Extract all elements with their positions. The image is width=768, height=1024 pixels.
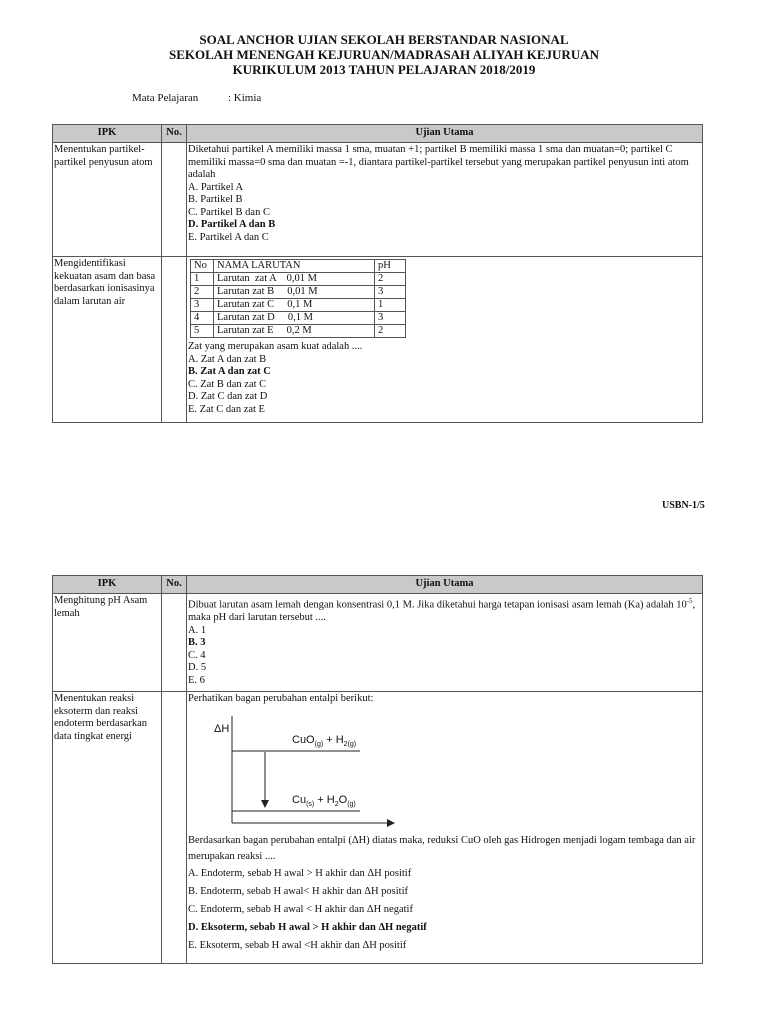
reactant-label: $CuO_{(g)} + H_{2(g)}$ xyxy=(292,733,357,748)
option-b: B. Endoterm, sebab H awal< H akhir dan ΔH positif xyxy=(188,885,409,897)
ph-cell: 1 xyxy=(191,273,214,286)
question-text-part-2: , maka pH dari larutan tersebut .... xyxy=(188,599,696,623)
question-text: Berdasarkan bagan perubahan entalpi (ΔH) diatas maka, reduksi CuO oleh gas Hidrogen menjadi logam tembaga dan air merupakan reaksi .... xyxy=(188,834,696,862)
question-intro: Perhatikan bagan perubahan entalpi berikut: xyxy=(188,693,374,704)
option-b-answer: B. 3 xyxy=(188,637,206,648)
option-e: E. Partikel A dan C xyxy=(188,231,269,243)
option-e: E. Eksoterm, sebab H awal <H akhir dan ΔH positif xyxy=(188,939,407,951)
table-header-row xyxy=(53,125,703,143)
ph-cell: 5 xyxy=(191,325,214,338)
option-c: C. Endoterm, sebab H awal < H akhir dan ΔH negatif xyxy=(188,903,413,915)
ph-cell: 3 xyxy=(191,299,214,312)
table-row-q3 xyxy=(53,594,703,692)
question-text-part-1: Dibuat larutan asam lemah dengan konsentrasi 0,1 M. Jika diketahui harga tetapan ionisasi asam lemah (Ka) adalah 10 xyxy=(188,599,687,611)
ph-cell: Larutan zat D 0,1 M xyxy=(214,312,375,325)
question-text: Zat yang merupakan asam kuat adalah .... xyxy=(188,341,363,352)
ph-header-ph: pH xyxy=(375,260,406,273)
option-d: D. 5 xyxy=(188,662,207,673)
option-a: A. 1 xyxy=(188,624,207,636)
option-c: C. Zat B dan zat C xyxy=(188,378,267,390)
ph-header-name: NAMA LARUTAN xyxy=(214,260,375,273)
subject-row xyxy=(132,92,262,104)
product-label: $Cu_{(s)} + H_2O_{(g)}$ xyxy=(292,793,356,808)
exponent: -5 xyxy=(686,597,693,605)
number-cell xyxy=(162,594,187,692)
option-a: A. Zat A dan zat B xyxy=(188,353,267,365)
ph-cell: 1 xyxy=(375,299,406,312)
header-no: No. xyxy=(162,125,187,143)
ipk-cell: Menentukan reaksi eksoterm dan reaksi endoterm berdasarkan data tingkat energi xyxy=(53,692,162,964)
option-b: B. Partikel B xyxy=(188,194,243,205)
ph-cell: 4 xyxy=(191,312,214,325)
ph-cell: 2 xyxy=(191,286,214,299)
page-code: USBN-1/5 xyxy=(662,500,705,511)
ph-cell: 2 xyxy=(375,325,406,338)
header-ujian-utama: Ujian Utama xyxy=(187,125,703,143)
option-e: E. 6 xyxy=(188,674,205,686)
option-c: C. Partikel B dan C xyxy=(188,206,270,218)
question-table-page-2 xyxy=(52,575,703,964)
ph-row xyxy=(191,312,406,325)
ph-row xyxy=(191,286,406,299)
ipk-cell: Menghitung pH Asam lemah xyxy=(53,594,162,692)
question-cell xyxy=(187,143,703,257)
question-text xyxy=(188,595,701,625)
option-a: A. Endoterm, sebab H awal > H akhir dan ΔH positif xyxy=(188,867,412,879)
option-a: A. Partikel A xyxy=(188,181,244,193)
ph-header-no: No xyxy=(191,260,214,273)
ph-cell: Larutan zat A 0,01 M xyxy=(214,273,375,286)
table-row-q2 xyxy=(53,257,703,423)
question-cell xyxy=(187,257,703,423)
number-cell xyxy=(162,257,187,423)
option-c: C. 4 xyxy=(188,649,206,661)
ph-cell: 3 xyxy=(375,286,406,299)
title-line-1: SOAL ANCHOR UJIAN SEKOLAH BERSTANDAR NASIONAL xyxy=(199,32,569,47)
table-row-q1 xyxy=(53,143,703,257)
question-cell xyxy=(187,594,703,692)
ph-cell: 3 xyxy=(375,312,406,325)
question-cell xyxy=(187,692,703,964)
ph-cell: 2 xyxy=(375,273,406,286)
option-d: D. Zat C dan zat D xyxy=(188,391,268,402)
option-b-answer: B. Zat A dan zat C xyxy=(188,366,271,377)
subject-value: : Kimia xyxy=(228,92,262,104)
ph-table xyxy=(190,259,406,338)
ph-cell: Larutan zat B 0,01 M xyxy=(214,286,375,299)
header-no: No. xyxy=(162,576,187,594)
ph-row xyxy=(191,325,406,338)
title-line-3: KURIKULUM 2013 TAHUN PELAJARAN 2018/2019 xyxy=(232,62,536,77)
subject-label: Mata Pelajaran xyxy=(132,92,199,104)
ph-table-header xyxy=(191,260,406,273)
title-line-2: SEKOLAH MENENGAH KEJURUAN/MADRASAH ALIYAH KEJURUAN xyxy=(168,47,599,62)
ipk-cell: Mengidentifikasi kekuatan asam dan basa berdasarkan ionisasinya dalam larutan air xyxy=(53,257,162,423)
ph-row xyxy=(191,273,406,286)
header-ipk: IPK xyxy=(53,576,162,594)
option-d-answer: D. Eksoterm, sebab H awal > H akhir dan ΔH negatif xyxy=(188,921,427,933)
question-text: Diketahui partikel A memiliki massa 1 sma, muatan +1; partikel B memiliki massa 1 sma dan muatan=0; partikel C memiliki massa=0 sma dan muatan =-1, diantara partikel-partikel tersebut yang merupakan partikel penyusun inti atom adalah xyxy=(188,144,689,180)
ph-row xyxy=(191,299,406,312)
table-header-row xyxy=(53,576,703,594)
ph-cell: Larutan zat C 0,1 M xyxy=(214,299,375,312)
number-cell xyxy=(162,143,187,257)
ph-cell: Larutan zat E 0,2 M xyxy=(214,325,375,338)
option-d-answer: D. Partikel A dan B xyxy=(188,219,276,230)
header-ipk: IPK xyxy=(53,125,162,143)
header-ujian-utama: Ujian Utama xyxy=(187,576,703,594)
question-table-page-1 xyxy=(52,124,703,423)
option-e: E. Zat C dan zat E xyxy=(188,403,265,415)
delta-h-axis-label: ΔH xyxy=(214,722,230,735)
enthalpy-diagram xyxy=(188,708,388,833)
number-cell xyxy=(162,692,187,964)
ipk-cell: Menentukan partikel-partikel penyusun atom xyxy=(53,143,162,257)
table-row-q4 xyxy=(53,692,703,964)
